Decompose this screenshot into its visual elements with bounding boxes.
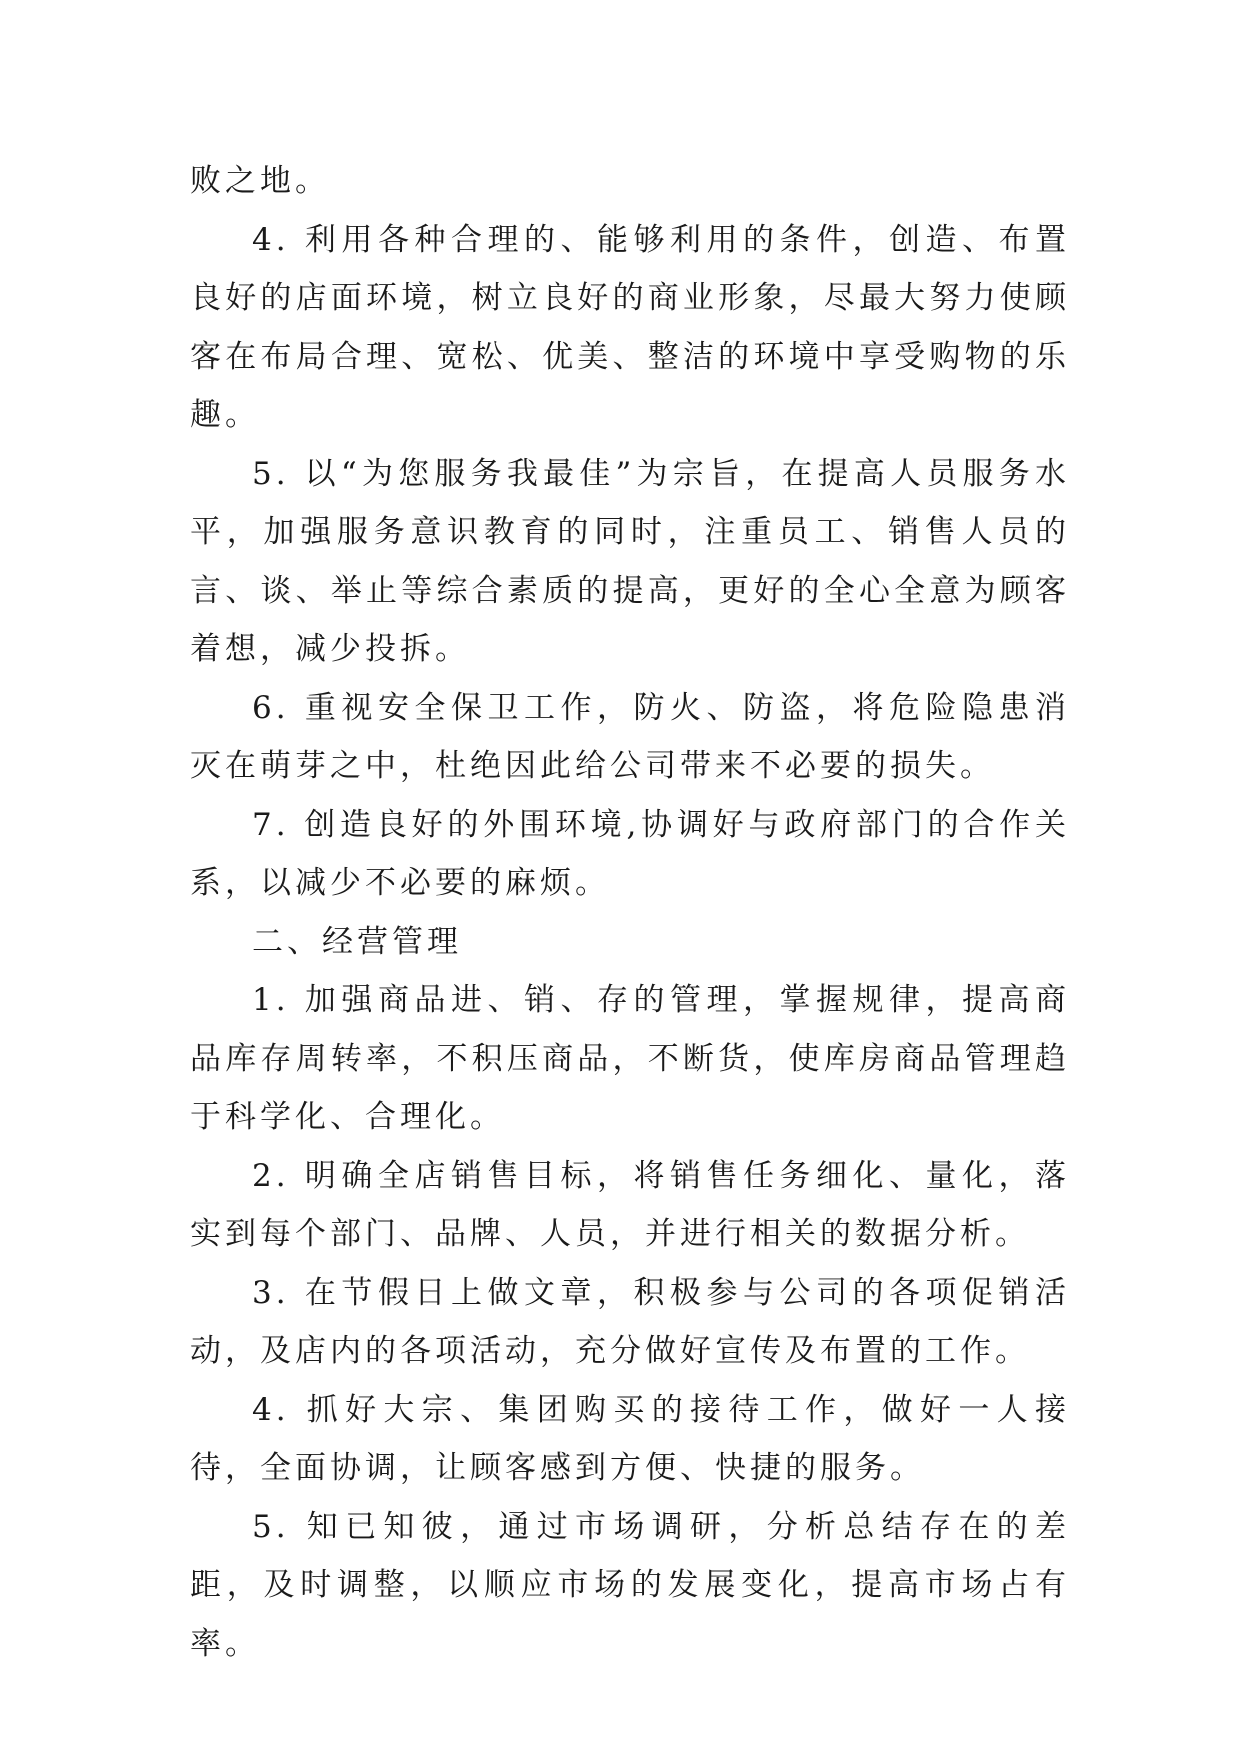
paragraph-item-6-security: 6. 重视安全保卫工作，防火、防盗，将危险隐患消灭在萌芽之中，杜绝因此给公司带来不必要的损失。 [190, 689, 1070, 784]
paragraph-operations-item-3: 3. 在节假日上做文章，积极参与公司的各项促销活动，及店内的各项活动，充分做好宣传及布置的工作。 [190, 1274, 1070, 1369]
paragraph-operations-item-4: 4. 抓好大宗、集团购买的接待工作，做好一人接待，全面协调，让顾客感到方便、快捷的服务。 [190, 1391, 1070, 1486]
paragraph-operations-item-1: 1. 加强商品进、销、存的管理，掌握规律，提高商品库存周转率，不积压商品，不断货，使库房商品管理趋于科学化、合理化。 [190, 982, 1070, 1135]
section-heading-operations: 二、经营管理 [252, 923, 462, 960]
paragraph-operations-item-5: 5. 知已知彼，通过市场调研，分析总结存在的差距，及时调整，以顺应市场的发展变化，提高市场占有率。 [190, 1508, 1070, 1662]
paragraph-operations-item-2: 2. 明确全店销售目标，将销售任务细化、量化，落实到每个部门、品牌、人员，并进行相关的数据分析。 [190, 1157, 1070, 1252]
paragraph-item-5-service: 5. 以“为您服务我最佳”为宗旨，在提高人员服务水平，加强服务意识教育的同时，注重员工、销售人员的言、谈、举止等综合素质的提高，更好的全心全意为顾客着想，减少投拆。 [190, 455, 1070, 667]
paragraph-item-7-relations: 7. 创造良好的外围环境,协调好与政府部门的合作关系，以减少不必要的麻烦。 [190, 806, 1070, 901]
paragraph-item-4-environment: 4. 利用各种合理的、能够利用的条件，创造、布置良好的店面环境，树立良好的商业形象，尽最大努力使顾客在布局合理、宽松、优美、整洁的环境中享受购物的乐趣。 [190, 221, 1070, 433]
paragraph-continuation: 败之地。 [190, 163, 330, 199]
document-body [190, 152, 1070, 1673]
